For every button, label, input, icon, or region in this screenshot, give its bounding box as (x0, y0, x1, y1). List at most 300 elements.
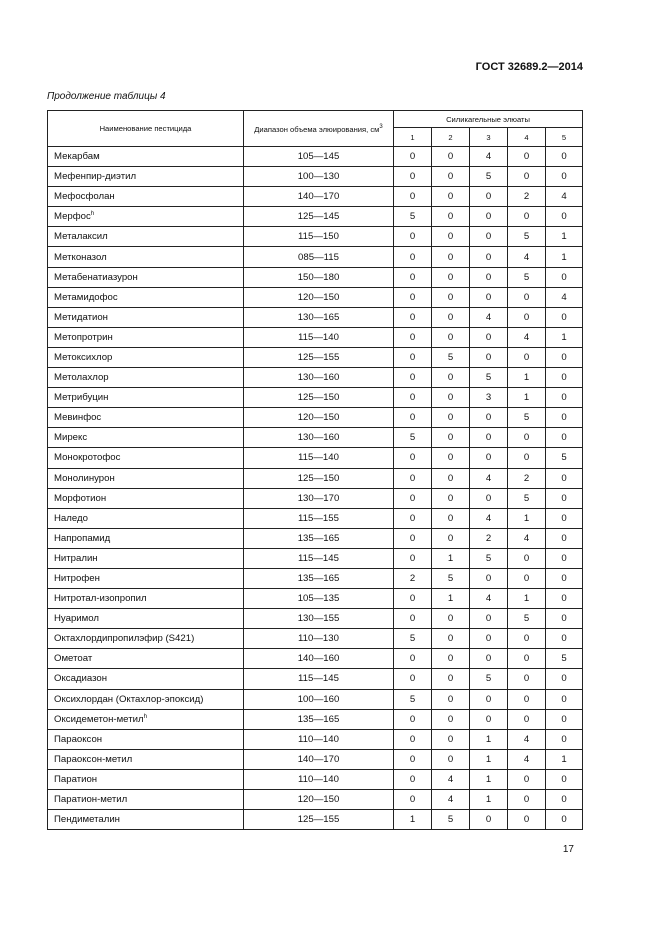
eluate-value-cell: 0 (432, 307, 470, 327)
eluate-value-cell: 0 (546, 568, 583, 588)
eluate-value-cell: 0 (394, 669, 432, 689)
pesticide-name-cell (48, 147, 244, 167)
eluate-value-cell: 0 (394, 508, 432, 528)
column-group-eluates: Силикагельные элюаты (394, 111, 583, 128)
eluate-value-cell: 0 (546, 528, 583, 548)
pesticide-name: Напропамид (54, 532, 111, 544)
pesticide-name: Метопротрин (54, 331, 113, 343)
eluate-value-cell: 0 (470, 347, 508, 367)
eluate-number-header: 5 (546, 128, 583, 147)
eluate-value-cell: 0 (394, 388, 432, 408)
eluate-value-cell: 0 (432, 207, 470, 227)
pesticide-name: Мирекс (54, 432, 88, 444)
eluate-value-cell: 1 (508, 368, 546, 388)
eluate-value-cell: 0 (508, 649, 546, 669)
eluate-value-cell: 5 (394, 629, 432, 649)
eluate-value-cell: 4 (508, 247, 546, 267)
pesticide-name-cell (48, 347, 244, 367)
pesticide-name: Паратион-метил (54, 794, 128, 806)
pesticide-name: Метоксихлор (54, 351, 113, 363)
eluate-value-cell: 0 (508, 669, 546, 689)
eluate-value-cell: 0 (394, 227, 432, 247)
pesticide-name: Наледо (54, 512, 88, 524)
eluate-value-cell: 0 (394, 347, 432, 367)
eluate-value-cell: 0 (432, 448, 470, 468)
pesticide-name-cell (48, 468, 244, 488)
eluate-value-cell: 0 (546, 609, 583, 629)
eluate-value-cell: 0 (546, 548, 583, 568)
pesticide-name-cell (48, 448, 244, 468)
pesticide-name: Нуаримол (54, 613, 99, 625)
elution-range-cell: 135—165 (244, 568, 394, 588)
elution-range-cell: 110—140 (244, 729, 394, 749)
eluate-value-cell: 0 (394, 327, 432, 347)
eluate-value-cell: 0 (546, 347, 583, 367)
table-row (48, 749, 583, 769)
eluate-value-cell: 0 (394, 368, 432, 388)
eluate-value-cell: 0 (470, 629, 508, 649)
eluate-value-cell: 0 (470, 609, 508, 629)
eluate-value-cell: 0 (432, 729, 470, 749)
elution-range-cell: 125—155 (244, 347, 394, 367)
eluate-value-cell: 0 (432, 669, 470, 689)
eluate-value-cell: 5 (432, 810, 470, 830)
pesticide-name-cell (48, 749, 244, 769)
eluate-value-cell: 0 (432, 709, 470, 729)
eluate-value-cell: 4 (508, 749, 546, 769)
eluate-value-cell: 0 (546, 790, 583, 810)
eluate-value-cell: 0 (546, 709, 583, 729)
pesticide-name: Монокротофос (54, 452, 121, 464)
eluate-value-cell: 0 (394, 548, 432, 568)
eluate-value-cell: 2 (508, 187, 546, 207)
eluate-value-cell: 5 (432, 347, 470, 367)
pesticide-name: Паратион (54, 773, 98, 785)
table-row (48, 267, 583, 287)
eluate-value-cell: 5 (508, 267, 546, 287)
eluate-value-cell: 5 (394, 428, 432, 448)
eluate-value-cell: 0 (432, 528, 470, 548)
pesticide-name: Пендиметалин (54, 814, 120, 826)
pesticide-name-cell (48, 589, 244, 609)
pesticide-name: Параоксон-метил (54, 753, 133, 765)
pesticide-name-cell (48, 267, 244, 287)
eluate-value-cell: 0 (546, 147, 583, 167)
eluate-value-cell: 0 (546, 368, 583, 388)
table-row (48, 729, 583, 749)
pesticide-name-cell (48, 488, 244, 508)
pesticide-name: Октахлордипропилэфир (S421) (54, 633, 195, 645)
pesticide-name: Параоксон (54, 733, 103, 745)
eluate-value-cell: 1 (470, 769, 508, 789)
table-row (48, 488, 583, 508)
elution-range-cell: 120—150 (244, 287, 394, 307)
eluate-value-cell: 0 (432, 488, 470, 508)
pesticide-name: Мевинфос (54, 412, 102, 424)
eluate-value-cell: 0 (432, 468, 470, 488)
eluate-value-cell: 1 (470, 749, 508, 769)
table-row (48, 147, 583, 167)
eluate-value-cell: 5 (508, 227, 546, 247)
pesticide-name-cell (48, 187, 244, 207)
pesticide-name: Оксадиазон (54, 673, 108, 685)
eluate-value-cell: 4 (470, 468, 508, 488)
eluate-value-cell: 1 (508, 589, 546, 609)
elution-range-cell: 125—145 (244, 207, 394, 227)
table-row (48, 609, 583, 629)
eluate-value-cell: 1 (546, 247, 583, 267)
eluate-value-cell: 5 (546, 448, 583, 468)
eluate-value-cell: 0 (394, 790, 432, 810)
eluate-value-cell: 5 (394, 207, 432, 227)
eluate-value-cell: 0 (508, 207, 546, 227)
pesticide-name-cell (48, 307, 244, 327)
elution-range-cell: 115—145 (244, 669, 394, 689)
eluate-value-cell: 0 (394, 147, 432, 167)
pesticide-name: Нитралин (54, 552, 98, 564)
eluate-value-cell: 5 (470, 167, 508, 187)
eluate-value-cell: 5 (470, 368, 508, 388)
eluate-value-cell: 4 (508, 327, 546, 347)
pesticide-name-cell (48, 247, 244, 267)
pesticide-name-cell (48, 227, 244, 247)
eluate-value-cell: 0 (432, 689, 470, 709)
pesticide-name: Монолинурон (54, 472, 115, 484)
eluate-value-cell: 0 (394, 488, 432, 508)
elution-range-cell: 100—130 (244, 167, 394, 187)
eluate-value-cell: 0 (470, 247, 508, 267)
eluate-value-cell: 0 (432, 187, 470, 207)
pesticide-name-cell (48, 528, 244, 548)
eluate-value-cell: 0 (508, 790, 546, 810)
pesticide-name-cell (48, 769, 244, 789)
elution-range-cell: 140—170 (244, 187, 394, 207)
range-header-text: Диапазон объема элюирования, см (254, 125, 380, 134)
eluate-value-cell: 0 (546, 488, 583, 508)
footnote-mark: h (90, 211, 95, 218)
eluate-value-cell: 5 (508, 609, 546, 629)
eluate-value-cell: 0 (394, 468, 432, 488)
eluate-value-cell: 0 (470, 207, 508, 227)
table-row (48, 307, 583, 327)
pesticide-name: Оксихлордан (Октахлор-эпоксид) (54, 693, 204, 705)
eluate-value-cell: 0 (394, 709, 432, 729)
eluate-value-cell: 0 (394, 649, 432, 669)
pesticide-name: Мерфос (54, 211, 91, 223)
table-row (48, 810, 583, 830)
eluate-value-cell: 0 (432, 749, 470, 769)
eluate-value-cell: 0 (432, 629, 470, 649)
eluate-value-cell: 0 (546, 669, 583, 689)
table-row (48, 408, 583, 428)
pesticide-name: Мефенпир-диэтил (54, 171, 137, 183)
table-row (48, 368, 583, 388)
eluate-value-cell: 0 (394, 448, 432, 468)
eluate-value-cell: 5 (470, 548, 508, 568)
eluate-value-cell: 4 (470, 508, 508, 528)
eluate-value-cell: 0 (508, 629, 546, 649)
pesticide-name-cell (48, 327, 244, 347)
eluate-value-cell: 1 (394, 810, 432, 830)
elution-range-cell: 135—165 (244, 709, 394, 729)
eluate-value-cell: 0 (394, 729, 432, 749)
eluate-number-header: 3 (470, 128, 508, 147)
eluate-value-cell: 2 (470, 528, 508, 548)
elution-range-cell: 125—150 (244, 388, 394, 408)
table-row (48, 689, 583, 709)
elution-range-cell: 100—160 (244, 689, 394, 709)
eluate-value-cell: 0 (470, 428, 508, 448)
eluate-value-cell: 0 (394, 187, 432, 207)
pesticide-name: Нитрофен (54, 573, 100, 585)
eluate-value-cell: 0 (546, 388, 583, 408)
pesticide-name-cell (48, 689, 244, 709)
eluate-value-cell: 0 (546, 267, 583, 287)
pesticide-name-cell (48, 287, 244, 307)
pesticide-name: Метрибуцин (54, 392, 109, 404)
elution-range-cell: 115—140 (244, 327, 394, 347)
eluate-value-cell: 0 (432, 327, 470, 347)
pesticide-name: Ометоат (54, 653, 93, 665)
page-number: 17 (562, 844, 574, 855)
pesticide-name-cell (48, 167, 244, 187)
pesticide-name: Металаксил (54, 231, 108, 243)
eluate-value-cell: 1 (470, 790, 508, 810)
eluate-value-cell: 0 (470, 448, 508, 468)
eluate-value-cell: 0 (394, 528, 432, 548)
elution-range-cell: 130—170 (244, 488, 394, 508)
table-row (48, 428, 583, 448)
elution-range-cell: 140—170 (244, 749, 394, 769)
eluate-value-cell: 0 (432, 649, 470, 669)
elution-range-cell: 120—150 (244, 790, 394, 810)
eluate-value-cell: 5 (470, 669, 508, 689)
elution-range-cell: 150—180 (244, 267, 394, 287)
table-row (48, 548, 583, 568)
table-row (48, 327, 583, 347)
eluate-value-cell: 0 (470, 810, 508, 830)
elution-range-cell: 130—160 (244, 368, 394, 388)
pesticide-name-cell (48, 548, 244, 568)
pesticide-name-cell (48, 669, 244, 689)
eluate-value-cell: 0 (432, 408, 470, 428)
eluate-value-cell: 0 (546, 508, 583, 528)
eluate-value-cell: 4 (470, 589, 508, 609)
eluate-value-cell: 0 (508, 709, 546, 729)
eluate-value-cell: 0 (546, 629, 583, 649)
pesticide-name-cell (48, 709, 244, 729)
eluate-value-cell: 0 (508, 167, 546, 187)
elution-range-cell: 130—165 (244, 307, 394, 327)
elution-range-cell: 120—150 (244, 408, 394, 428)
pesticide-name-cell (48, 649, 244, 669)
elution-range-cell: 130—160 (244, 428, 394, 448)
eluate-value-cell: 0 (546, 589, 583, 609)
eluate-value-cell: 0 (470, 488, 508, 508)
eluate-number-header: 2 (432, 128, 470, 147)
table-row (48, 568, 583, 588)
table-row (48, 669, 583, 689)
eluate-value-cell: 4 (508, 729, 546, 749)
eluate-value-cell: 2 (394, 568, 432, 588)
table-row (48, 629, 583, 649)
eluate-value-cell: 1 (508, 388, 546, 408)
table-row (48, 508, 583, 528)
eluate-value-cell: 0 (508, 428, 546, 448)
pesticide-name-cell (48, 629, 244, 649)
range-header-unit-sup: 3 (379, 124, 383, 130)
eluate-value-cell: 0 (508, 287, 546, 307)
eluate-value-cell: 0 (394, 287, 432, 307)
eluate-value-cell: 0 (432, 147, 470, 167)
eluate-value-cell: 0 (432, 368, 470, 388)
eluate-value-cell: 0 (394, 408, 432, 428)
eluate-value-cell: 4 (432, 769, 470, 789)
pesticide-name-cell (48, 609, 244, 629)
eluate-value-cell: 0 (394, 609, 432, 629)
pesticide-name: Метидатион (54, 311, 108, 323)
pesticide-name: Морфотион (54, 492, 107, 504)
column-header-range (244, 111, 394, 147)
eluate-value-cell: 0 (432, 267, 470, 287)
eluate-value-cell: 0 (546, 689, 583, 709)
eluate-value-cell: 0 (394, 167, 432, 187)
table-row (48, 207, 583, 227)
eluate-value-cell: 0 (546, 428, 583, 448)
eluate-value-cell: 5 (546, 649, 583, 669)
elution-range-cell: 085—115 (244, 247, 394, 267)
pesticide-name-cell (48, 207, 244, 227)
pesticide-name: Метолахлор (54, 372, 109, 384)
pesticide-name: Мефосфолан (54, 191, 115, 203)
eluate-value-cell: 0 (470, 327, 508, 347)
pesticide-name: Мекарбам (54, 151, 100, 163)
eluate-value-cell: 5 (394, 689, 432, 709)
elution-range-cell: 110—140 (244, 769, 394, 789)
eluate-value-cell: 0 (432, 247, 470, 267)
eluate-value-cell: 0 (470, 649, 508, 669)
eluate-number-header: 4 (508, 128, 546, 147)
eluate-value-cell: 0 (508, 769, 546, 789)
eluate-value-cell: 0 (470, 187, 508, 207)
eluate-value-cell: 1 (508, 508, 546, 528)
table-row (48, 227, 583, 247)
table-row (48, 347, 583, 367)
pesticide-name: Нитротал-изопропил (54, 593, 147, 605)
table-row (48, 247, 583, 267)
eluate-value-cell: 1 (432, 589, 470, 609)
pesticide-name: Метабенатиазурон (54, 271, 138, 283)
eluate-value-cell: 1 (546, 749, 583, 769)
elution-range-cell: 105—135 (244, 589, 394, 609)
eluate-value-cell: 0 (394, 307, 432, 327)
eluate-value-cell: 0 (546, 207, 583, 227)
eluate-value-cell: 0 (508, 448, 546, 468)
table-row (48, 769, 583, 789)
eluate-value-cell: 5 (508, 408, 546, 428)
elution-range-cell: 135—165 (244, 528, 394, 548)
eluate-value-cell: 0 (432, 287, 470, 307)
eluate-value-cell: 0 (470, 689, 508, 709)
standard-code: ГОСТ 32689.2—2014 (475, 61, 583, 73)
eluate-value-cell: 0 (546, 468, 583, 488)
pesticide-name-cell (48, 368, 244, 388)
footnote-mark: h (143, 713, 147, 720)
eluate-value-cell: 0 (508, 689, 546, 709)
eluate-value-cell: 0 (546, 167, 583, 187)
pesticide-name: Метконазол (54, 251, 107, 263)
eluate-value-cell: 5 (432, 568, 470, 588)
column-header-name: Наименование пестицида (48, 111, 244, 147)
eluate-number-header: 1 (394, 128, 432, 147)
eluate-value-cell: 4 (470, 307, 508, 327)
table-row (48, 287, 583, 307)
eluate-value-cell: 4 (470, 147, 508, 167)
eluate-value-cell: 4 (508, 528, 546, 548)
elution-range-cell: 130—155 (244, 609, 394, 629)
table-row (48, 187, 583, 207)
elution-range-cell: 115—155 (244, 508, 394, 528)
pesticide-name-cell (48, 428, 244, 448)
elution-range-cell: 140—160 (244, 649, 394, 669)
elution-range-cell: 115—140 (244, 448, 394, 468)
eluate-value-cell: 0 (470, 287, 508, 307)
eluate-value-cell: 0 (470, 568, 508, 588)
pesticide-table (47, 110, 583, 830)
elution-range-cell: 110—130 (244, 629, 394, 649)
table-row (48, 448, 583, 468)
table-row (48, 589, 583, 609)
eluate-value-cell: 0 (508, 347, 546, 367)
eluate-value-cell: 0 (394, 749, 432, 769)
eluate-value-cell: 0 (432, 167, 470, 187)
eluate-value-cell: 1 (470, 729, 508, 749)
eluate-value-cell: 0 (546, 769, 583, 789)
eluate-value-cell: 0 (432, 508, 470, 528)
eluate-value-cell: 0 (508, 307, 546, 327)
eluate-value-cell: 0 (508, 548, 546, 568)
elution-range-cell: 125—155 (244, 810, 394, 830)
table-row (48, 167, 583, 187)
pesticide-name-cell (48, 810, 244, 830)
table-row (48, 649, 583, 669)
eluate-value-cell: 0 (546, 307, 583, 327)
eluate-value-cell: 1 (546, 227, 583, 247)
eluate-value-cell: 0 (394, 589, 432, 609)
eluate-value-cell: 1 (432, 548, 470, 568)
pesticide-name: Метамидофос (54, 291, 118, 303)
eluate-value-cell: 0 (432, 388, 470, 408)
eluate-value-cell: 4 (546, 187, 583, 207)
eluate-value-cell: 2 (508, 468, 546, 488)
eluate-value-cell: 3 (470, 388, 508, 408)
eluate-value-cell: 0 (394, 247, 432, 267)
eluate-value-cell: 0 (470, 267, 508, 287)
eluate-value-cell: 0 (470, 709, 508, 729)
table-caption: Продолжение таблицы 4 (47, 91, 166, 102)
pesticide-name-cell (48, 408, 244, 428)
elution-range-cell: 125—150 (244, 468, 394, 488)
eluate-value-cell: 0 (508, 810, 546, 830)
eluate-value-cell: 0 (470, 227, 508, 247)
eluate-value-cell: 1 (546, 327, 583, 347)
pesticide-name-cell (48, 388, 244, 408)
pesticide-name: Оксидеметон-метил (54, 713, 144, 725)
eluate-value-cell: 0 (508, 568, 546, 588)
eluate-value-cell: 4 (432, 790, 470, 810)
eluate-value-cell: 0 (432, 428, 470, 448)
eluate-value-cell: 0 (470, 408, 508, 428)
